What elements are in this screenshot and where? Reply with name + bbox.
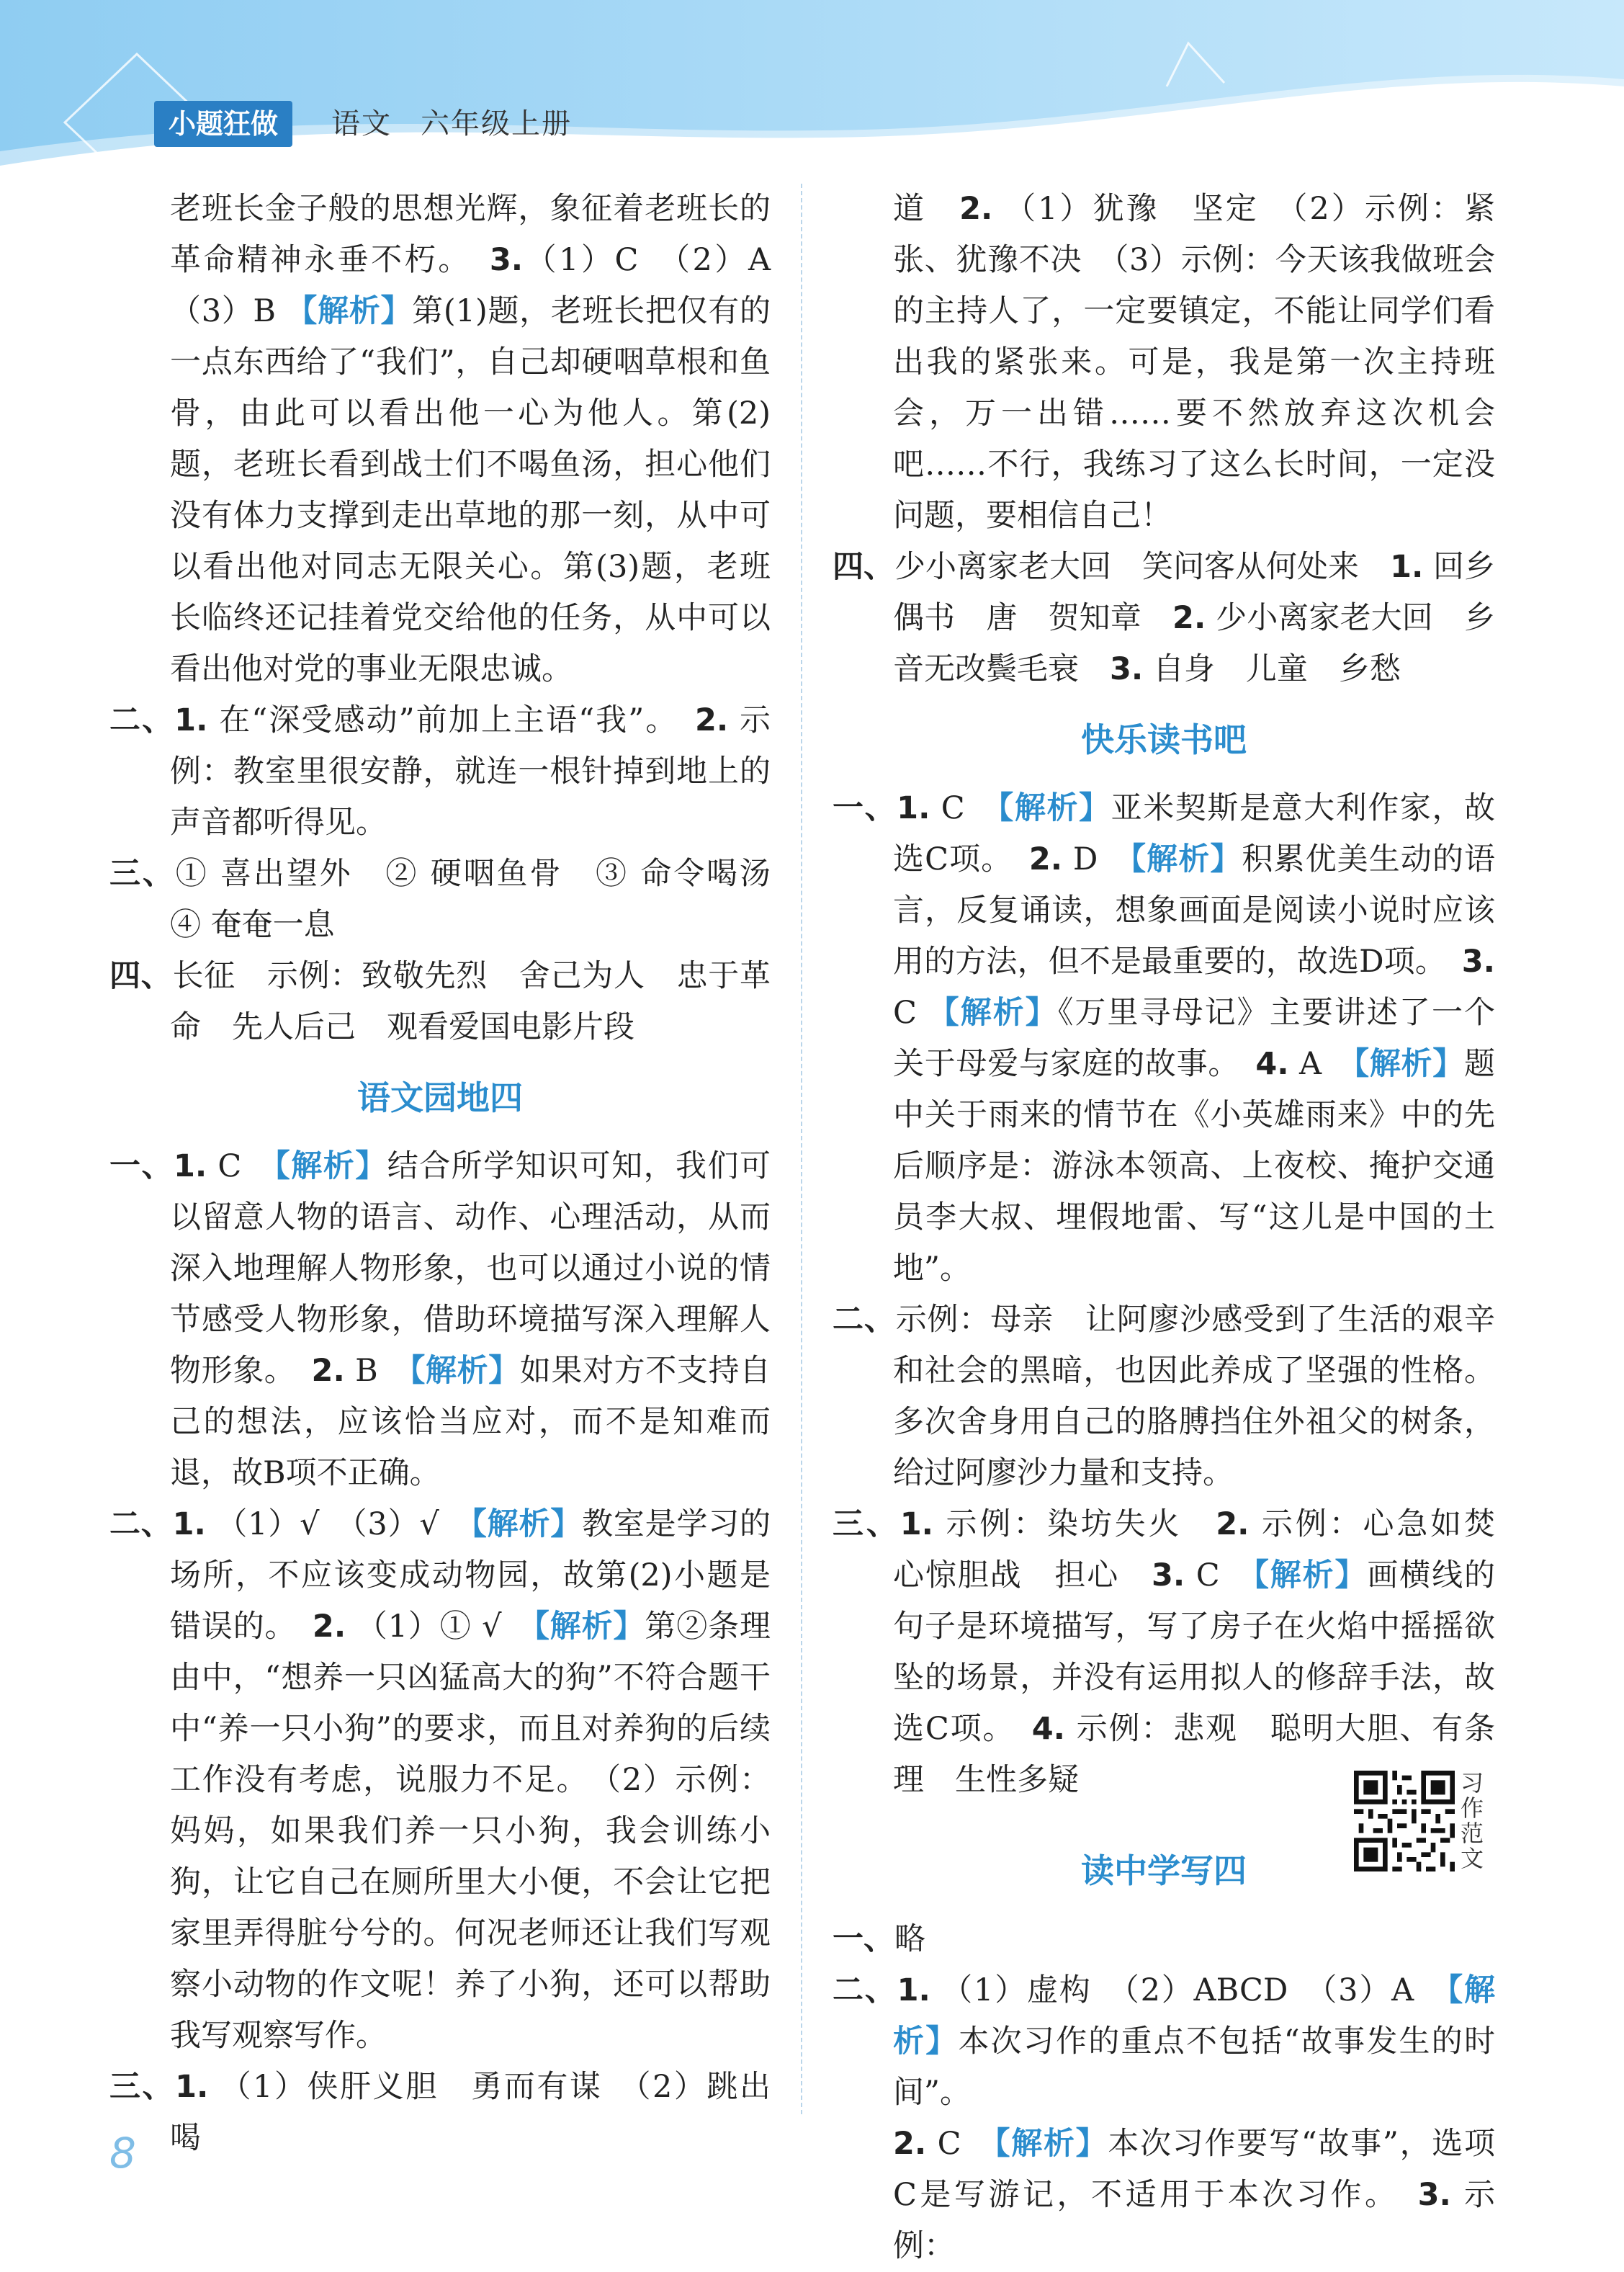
answer-paragraph: 道 2. （1）犹豫 坚定 （2）示例：紧张、犹豫不决 （3）示例：今天该我做班会的主持人了，一定要镇定，不能让同学们看出我的紧张来。可是，我是第一次主持班会，万一出错……要不然放弃这次机会吧……不行，我练习了这么长时间，一定没问题，要相信自己！ [893,191,1495,534]
subject-label: 语文 [331,107,392,140]
book-info [331,101,601,147]
section-title-yuwen-yuandi: 语文园地四 [357,1078,523,1117]
brand-badge: 小题狂做 [154,101,292,147]
analysis-tag: 【解析】 [534,1609,645,1645]
answer-item-3: 三、1. 示例：染坊失火 2. 示例：心急如焚 心惊胆战 担心 3. C 【解析】画横线的句子是环境描写，写了房子在火焰中摇摇欲坠的场景，并没有运用拟人的修辞手法，故选C项。 4. 示例：悲观 聪明大胆、有条理 生性多疑 [833,1506,1527,1798]
answer-item-1: 一、略 [833,1921,925,1957]
answer-item-2: 二、1. （1）√ （3）√ 【解析】教室是学习的场所，不应该变成动物园，故第(2)小题是错误的。 2. （1）① √ 【解析】第②条理由中，“想养一只凶猛高大的狗”不符合题干中“养一只小狗”的要求，而且对养狗的后续工作没有考虑，说服力不足。 （2）示例：妈妈，如果我们养一只小狗，我会训练小狗，让它自己在厕所里大小便，不会让它把家里弄得脏兮兮的。何况老师还让我们写观察小动物的作文呢！养了小狗，还可以帮助我写观察写作。 [109,1506,771,2054]
page-number: 8 [109,2129,136,2178]
right-column [833,184,1527,2272]
analysis-tag: 【解析】 [997,790,1111,826]
section-title-duzhong-xuexie: 读中学写四 [1081,1851,1247,1890]
analysis-tag: 【解析】 [1353,1046,1465,1082]
column-divider [801,184,802,2114]
analysis-tag: 【解析】 [995,2126,1108,2162]
grade-label: 六年级上册 [421,107,572,140]
answer-paragraph: 老班长金子般的思想光辉，象征着老班长的革命精神永垂不朽。 3.（1）C （2）A （3）B 【解析】第(1)题，老班长把仅有的一点东西给了“我们”，自己却硬咽草根和鱼骨，由此可以看出他一心为他人。第(2)题，老班长看到战士们不喝鱼汤，担心他们没有体力支撑到走出草地的那一刻，从中可以看出他对同志无限关心。第(3)题，老班长临终还记挂着党交给他的任务，从中可以看出他对党的事业无限忠诚。 [170,191,802,687]
answer-item-1: 一、1. C 【解析】结合所学知识可知，我们可以留意人物的语言、动作、心理活动，从而深入地理解人物形象，也可以通过小说的情节感受人物形象，借助环境描写深入理解人物形象。 2. B 【解析】如果对方不支持自己的想法，应该恰当应对，而不是知难而退，故B项不正确。 [109,1148,771,1491]
answer-item-2: 二、1. （1）虚构 （2）ABCD （3）A 【解析】本次习作的重点不包括“故事发生的时间”。 2. C 【解析】本次习作要写“故事”，选项C是写游记，不适用于本次习作。 3. 示例： [833,1972,1496,2264]
qr-code-label: 习作范文 [1461,1769,1484,1872]
analysis-tag: 【解析】 [893,1972,1495,2059]
analysis-tag: 【解析】 [1253,1557,1368,1593]
analysis-tag: 【解析】 [1130,841,1242,877]
qr-code-block[interactable] [1354,1771,1491,1871]
answer-item-3: 三、1. （1）侠肝义胆 勇而有谋 （2）跳出 喝 [109,2069,802,2156]
analysis-tag: 【解析】 [409,1353,520,1389]
answer-item-4: 四、少小离家老大回 笑问客从何处来 1. 回乡偶书 唐 贺知章 2. 少小离家老大回 乡音无改鬓毛衰 3. 自身 儿童 乡愁 [833,549,1496,687]
answer-item-2: 二、1. 在“深受感动”前加上主语“我”。 2. 示例：教室里很安静，就连一根针掉到地上的声音都听得见。 [109,702,771,841]
analysis-tag: 【解析】 [274,1148,387,1184]
analysis-tag: 【解析】 [471,1506,583,1542]
analysis-tag: 【解析】 [928,995,1058,1031]
answer-item-4: 四、长征 示例：致敬先烈 舍己为人 忠于革命 先人后己 观看爱国电影片段 [109,958,771,1045]
analysis-tag: 【解析】 [286,293,413,329]
answer-item-2: 二、示例：母亲 让阿廖沙感受到了生活的艰辛和社会的黑暗，也因此养成了坚强的性格。多次舍身用自己的胳膊挡住外祖父的树条，给过阿廖沙力量和支持。 [833,1302,1496,1491]
left-column [109,184,802,2164]
qr-code-icon[interactable] [1354,1771,1455,1871]
answer-item-3: 三、① 喜出望外 ② 硬咽鱼骨 ③ 命令喝汤 ④ 奄奄一息 [109,856,802,943]
section-title-kuaile-dushu: 快乐读书吧 [1081,720,1247,759]
answer-item-1: 一、1. C 【解析】亚米契斯是意大利作家，故选C项。 2. D 【解析】积累优美生动的语言，反复诵读，想象画面是阅读小说时应该用的方法，但不是最重要的，故选D项。 3. C 【解析】《万里寻母记》主要讲述了一个关于母爱与家庭的故事。 4. A 【解析】题中关于雨来的情节在《小英雄雨来》中的先后顺序是：游泳本领高、上夜校、掩护交通员李大叔、埋假地雷、写“这儿是中国的土地”。 [833,790,1496,1287]
